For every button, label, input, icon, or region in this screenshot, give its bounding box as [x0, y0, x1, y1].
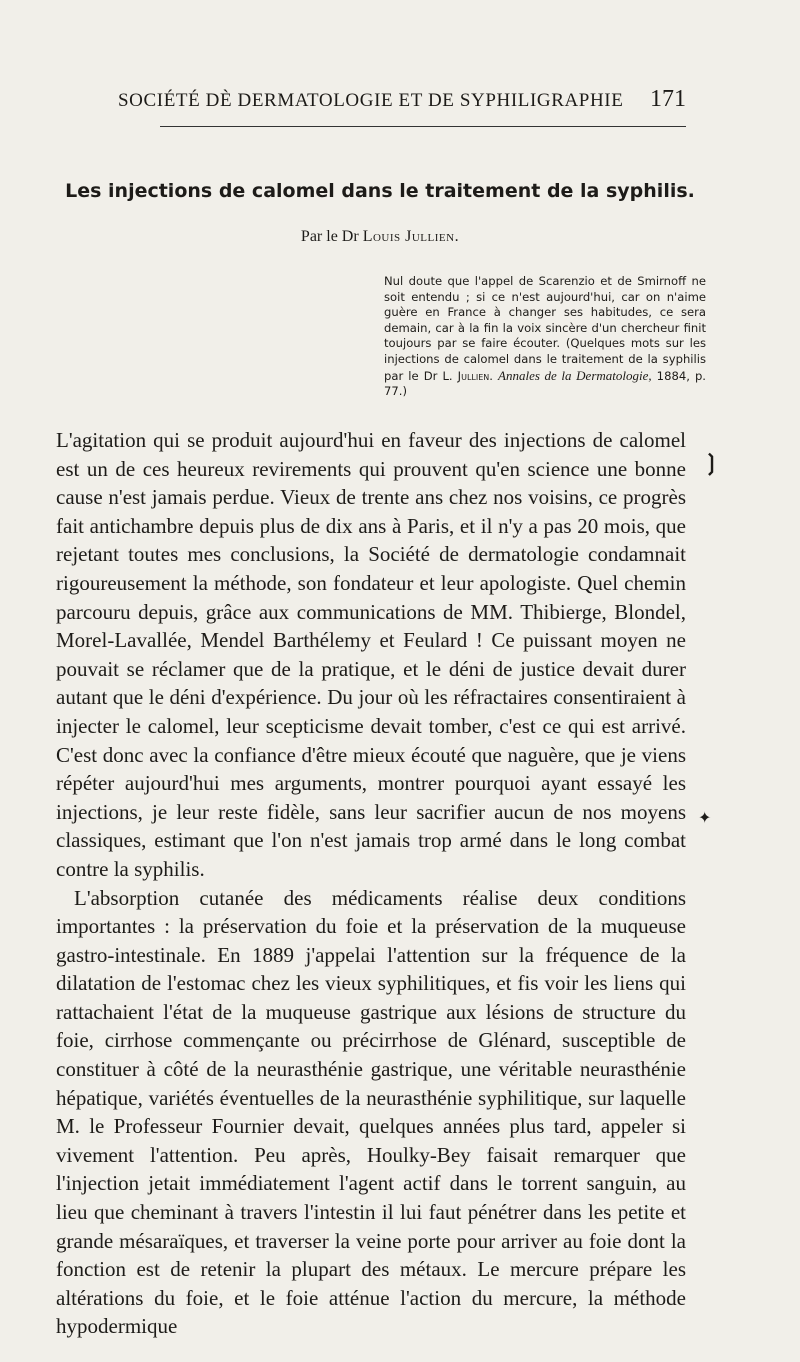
author-name: Louis Jullien. — [362, 228, 460, 245]
header-rule — [160, 126, 686, 127]
article-author — [60, 228, 700, 246]
paragraph: L'agitation qui se produit aujourd'hui en faveur des injections de calomel est un de ces heureux revirements qui prouvent qu'en science une bonne cause n'est jamais perdue. Vieux de trente ans chez nos voisins, ce progrès fait antichambre depuis plus de dix ans à Paris, et il n'y a pas 20 mois, que rejetant toutes mes conclusions, la Société de dermatologie condamnait rigoureusement la méthode, son fondateur et leur apologiste. Quel chemin parcouru depuis, grâce aux communications de MM. Thibierge, Blondel, Morel-Lavallée, Mendel Barthélemy et Feulard ! Ce puissant moyen ne pouvait se réclamer que de la pratique, et le déni de justice devait durer autant que le déni d'expérience. Du jour où les réfractaires consentiraient à injecter le calomel, leur scepticisme devait tomber, c'est ce qui est arrivé. C'est donc avec la confiance d'être mieux écouté que naguère, que je viens répéter aujourd'hui mes arguments, montrer pourquoi ayant essayé les injections, je leur reste fidèle, sans leur sacrifier aucun de nos moyens classiques, estimant que l'on n'est jamais trop armé dans le long combat contre la syphilis. — [56, 428, 686, 881]
page-number: 171 — [650, 86, 686, 112]
margin-mark-dot: ✦ — [698, 808, 712, 827]
article-title: Les injections de calomel dans le traitement de la syphilis. — [65, 180, 695, 202]
running-title: SOCIÉTÉ DÈ DERMATOLOGIE ET DE SYPHILIGRAPHIE — [118, 90, 624, 111]
epigraph — [384, 274, 706, 400]
epigraph-journal: Annales de la Dermatologie, — [498, 367, 652, 383]
margin-mark-bracket: ❳ — [702, 450, 721, 476]
body-text — [56, 426, 686, 1341]
epigraph-text: Nul doute que l'appel de Scarenzio et de Smirnoff ne soit entendu ; si ce n'est aujourd'hui, car on n'aime guère en France à changer ses habitudes, ce sera demain, car à la fin la voix sincère d'un chercheur finit toujours par se faire écouter. (Quelques mots sur les injections de calomel dans le traitement de la syphilis par le Dr L. — [384, 274, 706, 383]
epigraph-author: Jullien. — [457, 368, 493, 383]
author-prefix: Par le Dr — [300, 228, 363, 245]
paragraph: L'absorption cutanée des médicaments réalise deux conditions importantes : la préservation du foie et la préservation de la muqueuse gastro-intestinale. En 1889 j'appelai l'attention sur la fréquence de la dilatation de l'estomac chez les vieux syphilitiques, et fis voir les liens qui rattachaient l'état de la muqueuse gastrique aux lésions de structure du foie, cirrhose commençante ou précirrhose de Glénard, susceptible de constituer à côté de la neurasthénie gastrique, une véritable neurasthénie hépatique, variétés éventuelles de la neurasthénie syphilitique, sur laquelle M. le Professeur Fournier devait, quelques années plus tard, appeler si vivement l'attention. Peu après, Houlky-Bey faisait remarquer que l'injection jetait immédiatement l'agent actif dans le torrent sanguin, au lieu que cheminant à travers l'intestin il lui faut pénétrer dans les petite et grande mésaraïques, et traverser la veine porte pour arriver au foie dont la fonction est de retenir la plupart des métaux. Le mercure prépare les altérations du foie, et le foie atténue l'action du mercure, la méthode hypodermique — [56, 885, 686, 1339]
epigraph-ref: 1884, p. 77.) — [384, 368, 706, 399]
page-header — [100, 86, 686, 118]
